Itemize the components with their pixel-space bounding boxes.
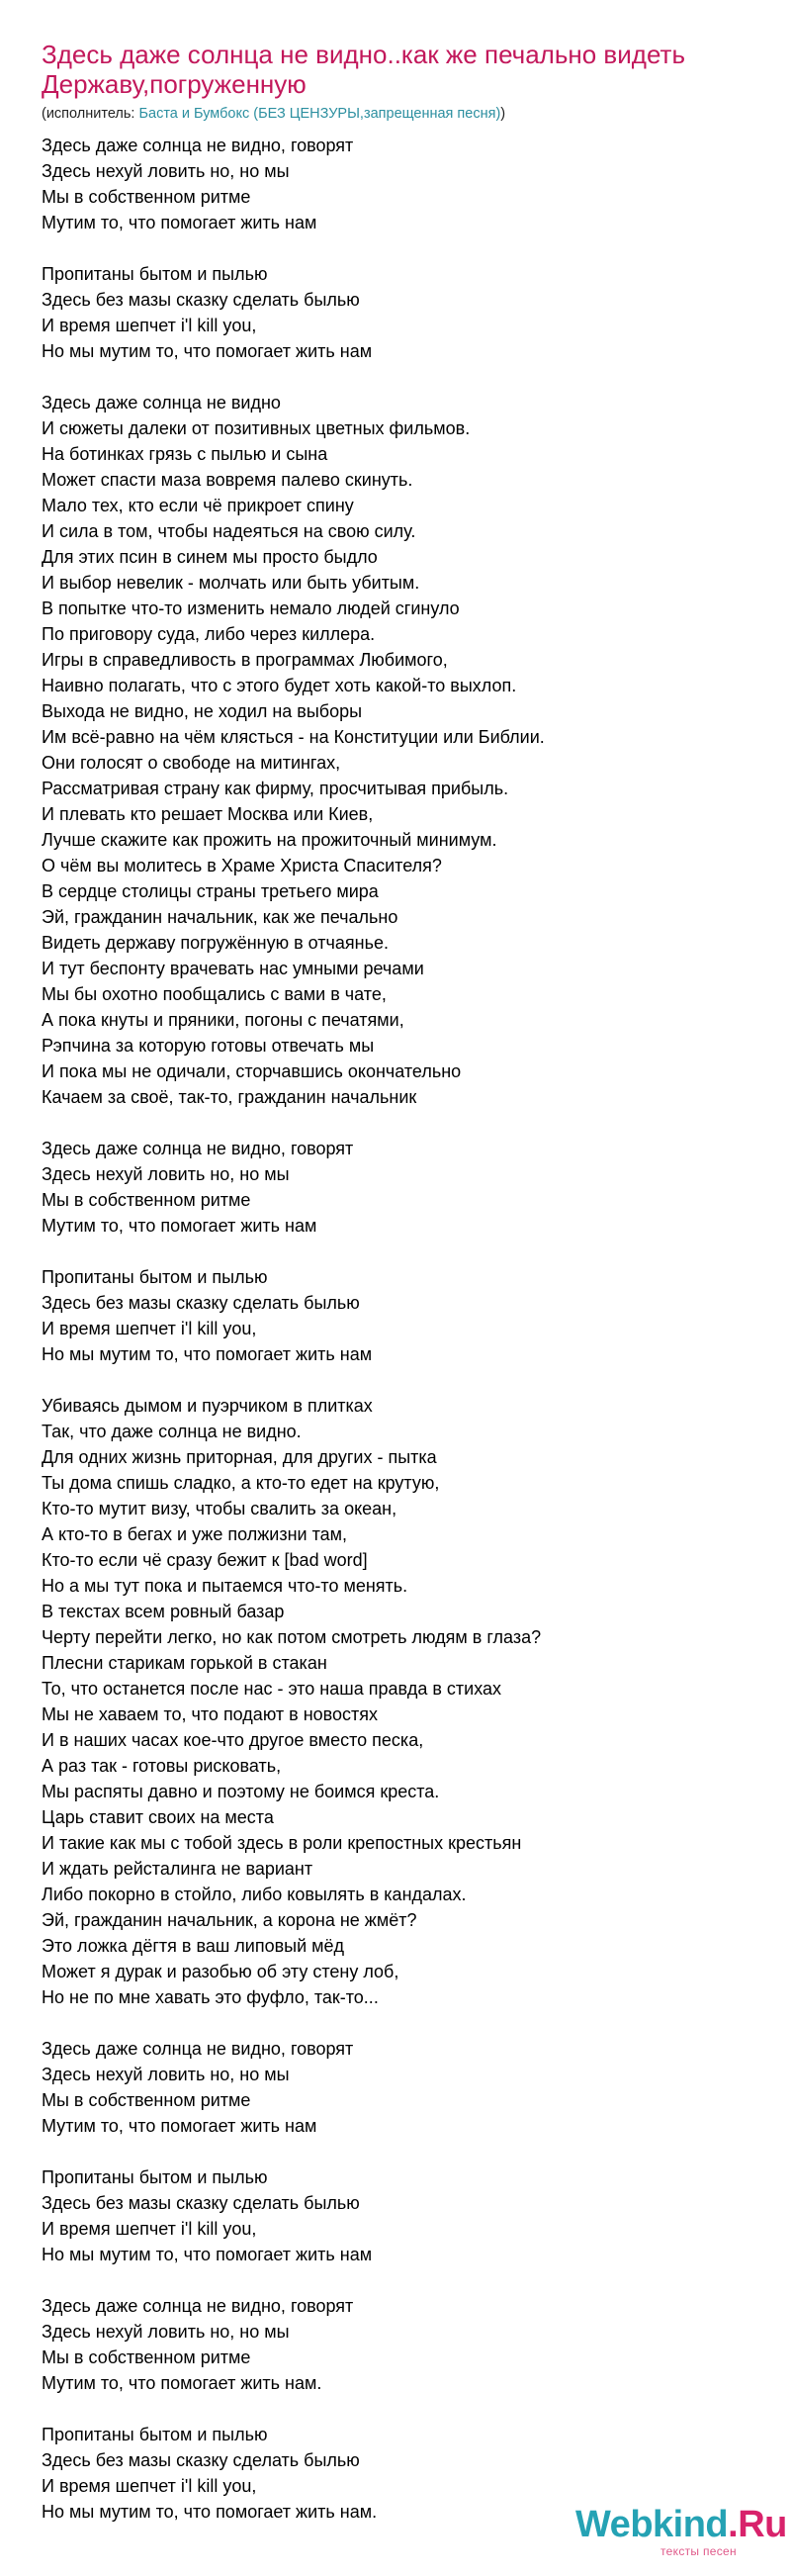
lyric-line: И сила в том, чтобы надеяться на свою силу. <box>42 521 416 541</box>
lyric-line: Здесь нехуй ловить но, но мы <box>42 161 290 181</box>
lyric-line: Но мы мутим то, что помогает жить нам <box>42 2245 373 2264</box>
lyric-line: Пропитаны бытом и пылью <box>42 2167 268 2187</box>
lyric-line: Игры в справедливость в программах Любимого, <box>42 650 448 670</box>
artist-prefix: (исполнитель: <box>42 106 139 122</box>
lyrics-body <box>42 133 773 2525</box>
lyric-line: Мало тех, кто если чё прикроет спину <box>42 496 354 515</box>
lyric-line: Ты дома спишь сладко, а кто-то едет на крутую, <box>42 1473 440 1493</box>
lyric-line: И сюжеты далеки от позитивных цветных фильмов. <box>42 418 471 438</box>
lyric-line: Они голосят о свободе на митингах, <box>42 753 341 773</box>
lyric-line: Здесь даже солнца не видно, говорят <box>42 136 354 155</box>
lyric-line: Здесь даже солнца не видно, говорят <box>42 2296 354 2316</box>
lyric-line: Но мы мутим то, что помогает жить нам <box>42 1344 373 1364</box>
lyric-line: Здесь даже солнца не видно <box>42 393 281 413</box>
artist-link[interactable]: Баста и Бумбокс (БЕЗ ЦЕНЗУРЫ,запрещенная песня) <box>138 106 501 122</box>
lyric-line: Но мы мутим то, что помогает жить нам <box>42 341 373 361</box>
lyric-line: И выбор невелик - молчать или быть убитым. <box>42 573 420 593</box>
lyric-line: Мы в собственном ритме <box>42 2090 251 2110</box>
lyric-line: Здесь даже солнца не видно, говорят <box>42 2039 354 2059</box>
lyric-line: Здесь нехуй ловить но, но мы <box>42 2065 290 2084</box>
site-logo[interactable] <box>575 2504 787 2564</box>
lyric-line: Для этих псин в синем мы просто быдло <box>42 547 378 567</box>
lyric-line: И ждать рейсталинга не вариант <box>42 1859 313 1879</box>
lyric-line: О чём вы молитесь в Храме Христа Спасителя? <box>42 856 442 875</box>
lyric-line: Царь ставит своих на места <box>42 1807 274 1827</box>
lyric-line: И такие как мы с тобой здесь в роли крепостных крестьян <box>42 1833 522 1853</box>
stanza-break <box>42 2396 773 2422</box>
lyric-line: Здесь без мазы сказку сделать былью <box>42 1293 360 1313</box>
lyric-line: В сердце столицы страны третьего мира <box>42 881 379 901</box>
lyric-line: Плесни старикам горькой в стакан <box>42 1653 327 1673</box>
lyric-line: Мутим то, что помогает жить нам <box>42 1216 317 1236</box>
lyric-line: Мы в собственном ритме <box>42 187 251 207</box>
lyric-line: И время шепчет i'l kill you, <box>42 2476 257 2496</box>
logo-wordmark <box>575 2504 787 2545</box>
lyric-line: И плевать кто решает Москва или Киев, <box>42 804 374 824</box>
lyric-line: Наивно полагать, что с этого будет хоть какой-то выхлоп. <box>42 676 517 695</box>
lyric-line: Мутим то, что помогает жить нам <box>42 2116 317 2136</box>
artist-suffix: ) <box>500 106 506 122</box>
lyric-line: Так, что даже солнца не видно. <box>42 1422 302 1441</box>
logo-tagline: тексты песен <box>660 2544 737 2558</box>
lyric-line: Это ложка дёгтя в ваш липовый мёд <box>42 1936 345 1956</box>
lyric-line: И время шепчет i'l kill you, <box>42 2219 257 2239</box>
lyric-line: А кто-то в бегах и уже полжизни там, <box>42 1524 347 1544</box>
lyric-line: Мутим то, что помогает жить нам. <box>42 2373 322 2393</box>
lyric-line: Мы в собственном ритме <box>42 2347 251 2367</box>
lyric-line: Здесь без мазы сказку сделать былью <box>42 290 360 310</box>
lyric-line: Видеть державу погружённую в отчаянье. <box>42 933 389 953</box>
lyric-line: Лучше скажите как прожить на прожиточный минимум. <box>42 830 497 850</box>
stanza-break <box>42 2267 773 2293</box>
stanza-break <box>42 2010 773 2036</box>
stanza-break <box>42 235 773 261</box>
lyric-line: И в наших часах кое-что другое вместо песка, <box>42 1730 424 1750</box>
stanza-break <box>42 2139 773 2164</box>
lyric-line: По приговору суда, либо через киллера. <box>42 624 376 644</box>
stanza-break <box>42 1110 773 1136</box>
lyric-line: Мы в собственном ритме <box>42 1190 251 1210</box>
artist-line <box>42 105 773 123</box>
lyric-line: И пока мы не одичали, сторчавшись окончательно <box>42 1061 462 1081</box>
lyric-line: И тут беспонту врачевать нас умными речами <box>42 959 424 978</box>
lyric-line: В текстах всем ровный базар <box>42 1602 285 1621</box>
lyric-line: Мы распяты давно и поэтому не боимся креста. <box>42 1782 440 1801</box>
lyric-line: Здесь даже солнца не видно, говорят <box>42 1139 354 1158</box>
lyric-line: То, что останется после нас - это наша правда в стихах <box>42 1679 502 1699</box>
lyric-line: А раз так - готовы рисковать, <box>42 1756 282 1776</box>
lyric-line: Кто-то мутит визу, чтобы свалить за океан, <box>42 1499 397 1518</box>
lyric-line: Черту перейти легко, но как потом смотреть людям в глаза? <box>42 1627 542 1647</box>
lyric-line: Здесь без мазы сказку сделать былью <box>42 2450 360 2470</box>
lyric-line: Им всё-равно на чём клясться - на Конституции или Библии. <box>42 727 545 747</box>
lyric-line: На ботинках грязь с пылью и сына <box>42 444 328 464</box>
lyric-line: Но а мы тут пока и пытаемся что-то менять. <box>42 1576 408 1596</box>
lyric-line: Эй, гражданин начальник, а корона не жмёт? <box>42 1910 417 1930</box>
page-title: Здесь даже солнца не видно..как же печально видеть Державу,погруженную <box>42 40 685 99</box>
lyric-line: Либо покорно в стойло, либо ковылять в кандалах. <box>42 1885 467 1904</box>
logo-tld: .Ru <box>728 2504 787 2545</box>
stanza-break <box>42 1367 773 1393</box>
lyric-line: Может спасти маза вовремя палево скинуть. <box>42 470 413 490</box>
lyric-line: Может я дурак и разобью об эту стену лоб, <box>42 1962 399 1981</box>
lyric-line: И время шепчет i'l kill you, <box>42 1319 257 1338</box>
logo-name: Webkind <box>575 2504 729 2545</box>
stanza-break <box>42 1239 773 1264</box>
lyric-line: Рассматривая страну как фирму, просчитывая прибыль. <box>42 779 509 798</box>
lyric-line: А пока кнуты и пряники, погоны с печатями, <box>42 1010 404 1030</box>
lyric-line: Кто-то если чё сразу бежит к [bad word] <box>42 1550 368 1570</box>
lyric-line: Здесь нехуй ловить но, но мы <box>42 2322 290 2342</box>
stanza-break <box>42 364 773 390</box>
lyric-line: Но мы мутим то, что помогает жить нам. <box>42 2502 378 2522</box>
lyric-line: Пропитаны бытом и пылью <box>42 264 268 284</box>
lyric-line: В попытке что-то изменить немало людей сгинуло <box>42 598 460 618</box>
lyric-line: И время шепчет i'l kill you, <box>42 316 257 335</box>
lyric-line: Пропитаны бытом и пылью <box>42 2425 268 2444</box>
lyric-line: Рэпчина за которую готовы отвечать мы <box>42 1036 375 1056</box>
lyric-line: Здесь нехуй ловить но, но мы <box>42 1164 290 1184</box>
lyric-line: Качаем за своё, так-то, гражданин начальник <box>42 1087 417 1107</box>
lyric-line: Мутим то, что помогает жить нам <box>42 213 317 232</box>
lyric-line: Здесь без мазы сказку сделать былью <box>42 2193 360 2213</box>
lyric-line: Убиваясь дымом и пуэрчиком в плитках <box>42 1396 373 1416</box>
lyric-line: Пропитаны бытом и пылью <box>42 1267 268 1287</box>
lyric-line: Эй, гражданин начальник, как же печально <box>42 907 398 927</box>
lyric-line: Выхода не видно, не ходил на выборы <box>42 701 363 721</box>
lyric-line: Для одних жизнь приторная, для других - пытка <box>42 1447 437 1467</box>
song-header <box>42 40 773 123</box>
lyric-line: Но не по мне хавать это фуфло, так-то... <box>42 1987 379 2007</box>
lyric-line: Мы не хаваем то, что подают в новостях <box>42 1704 379 1724</box>
lyric-line: Мы бы охотно пообщались с вами в чате, <box>42 984 387 1004</box>
